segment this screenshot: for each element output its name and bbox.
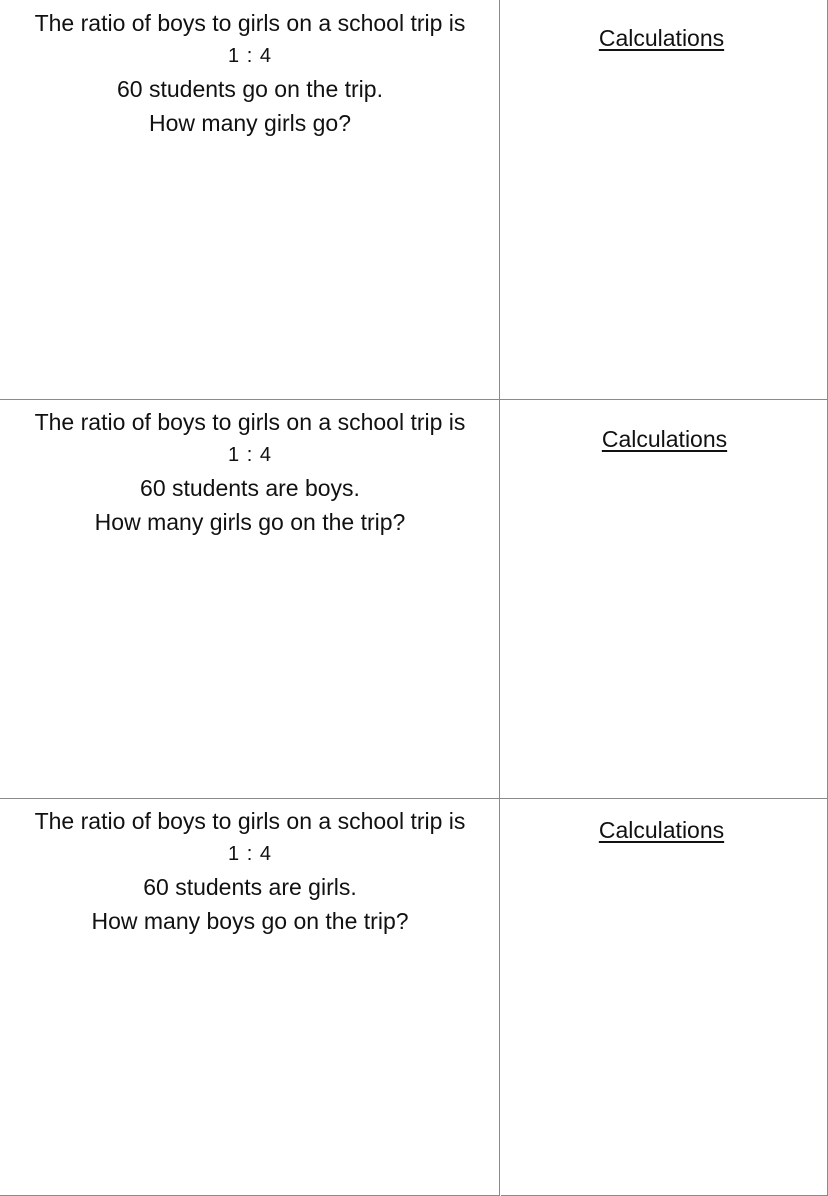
calculations-cell-3[interactable] <box>501 799 828 1196</box>
problem-row-1 <box>0 0 828 399</box>
question-text-1 <box>0 6 500 140</box>
problem-question: How many girls go? <box>149 110 351 136</box>
problem-intro: The ratio of boys to girls on a school trip is <box>34 409 466 435</box>
problem-intro: The ratio of boys to girls on a school trip is <box>34 10 466 36</box>
problem-question: How many girls go on the trip? <box>94 509 406 535</box>
question-cell-1 <box>0 0 500 399</box>
question-cell-2 <box>0 400 500 798</box>
problem-question: How many boys go on the trip? <box>91 908 409 934</box>
problem-given: 60 students are girls. <box>143 874 357 900</box>
calculations-cell-2[interactable] <box>501 400 828 798</box>
calculations-heading: Calculations <box>598 25 725 51</box>
question-cell-3 <box>0 799 500 1196</box>
problem-intro: The ratio of boys to girls on a school trip is <box>34 808 466 834</box>
calculations-cell-1[interactable] <box>501 0 828 399</box>
problem-given: 60 students are boys. <box>140 475 360 501</box>
question-text-2 <box>0 405 500 539</box>
problem-row-2 <box>0 399 828 798</box>
calculations-heading: Calculations <box>601 426 728 452</box>
problem-row-3 <box>0 798 828 1196</box>
problem-ratio: 1 : 4 <box>228 45 272 67</box>
problem-ratio: 1 : 4 <box>228 444 272 466</box>
problem-given: 60 students go on the trip. <box>117 76 383 102</box>
question-text-3 <box>0 804 500 938</box>
calculations-heading: Calculations <box>598 817 725 843</box>
problem-ratio: 1 : 4 <box>228 843 272 865</box>
